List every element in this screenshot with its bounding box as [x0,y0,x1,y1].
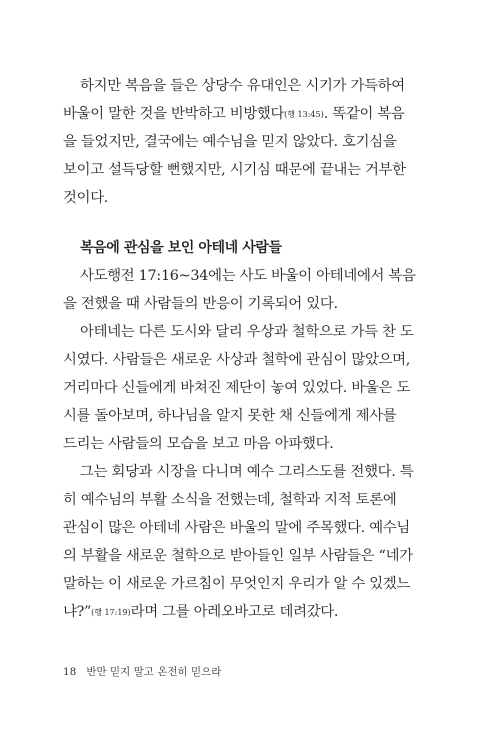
scripture-citation: (행 17:19) [91,608,131,617]
paragraph-3-line-1: 아테네는 다른 도시와 달리 우상과 철학으로 가득 찬 도 [80,324,414,340]
scripture-citation: (행 13:45) [284,110,324,119]
paragraph-2-line-1: 사도행전 17:16~34에는 사도 바울이 아테네에서 복음 [80,268,416,284]
paragraph-1-line-3: 을 들었지만, 결국에는 예수님을 믿지 않았다. 호기심을 [63,134,397,150]
paragraph-1-line-5: 것이다. [63,190,109,206]
section-heading: 복음에 관심을 보인 아테네 사람들 [80,240,282,256]
paragraph-4-line-6-text-b: 라며 그를 아레오바고로 데려갔다. [130,604,339,620]
paragraph-4-line-4: 의 부활을 새로운 철학으로 받아들인 일부 사람들은 “네가 [63,548,413,564]
paragraph-4-line-3: 관심이 많은 아테네 사람은 바울의 말에 주목했다. 예수님 [63,520,411,536]
paragraph-4-line-6 [63,602,338,623]
page-number: 18 [63,666,77,678]
paragraph-4-line-2: 히 예수님의 부활 소식을 전했는데, 철학과 지적 토론에 [63,492,397,508]
paragraph-1-line-1: 하지만 복음을 들은 상당수 유대인은 시기가 가득하여 [80,78,405,94]
book-title: 반만 믿지 말고 온전히 믿으라 [86,666,222,678]
paragraph-1-line-2 [63,104,405,125]
page-footer [63,665,221,679]
paragraph-3-line-3: 거리마다 신들에게 바쳐진 제단이 놓여 있었다. 바울은 도 [63,380,411,396]
paragraph-4-line-6-text-a: 냐?” [63,604,92,620]
paragraph-1-line-2-text-b: . 똑같이 복음 [323,106,405,122]
paragraph-4-line-1: 그는 회당과 시장을 다니며 예수 그리스도를 전했다. 특 [80,464,414,480]
paragraph-1-line-2-text-a: 바울이 말한 것을 반박하고 비방했다 [63,106,285,122]
paragraph-4-line-5: 말하는 이 새로운 가르침이 무엇인지 우리가 알 수 있겠느 [63,576,411,592]
paragraph-3-line-2: 시였다. 사람들은 새로운 사상과 철학에 관심이 많았으며, [63,352,411,368]
paragraph-3-line-5: 드리는 사람들의 모습을 보고 마음 아파했다. [63,436,334,452]
paragraph-1-line-4: 보이고 설득당할 뻔했지만, 시기심 때문에 끝내는 거부한 [63,162,406,178]
paragraph-3-line-4: 시를 돌아보며, 하나님을 알지 못한 채 신들에게 제사를 [63,408,397,424]
paragraph-2-line-2: 을 전했을 때 사람들의 반응이 기록되어 있다. [63,296,338,312]
